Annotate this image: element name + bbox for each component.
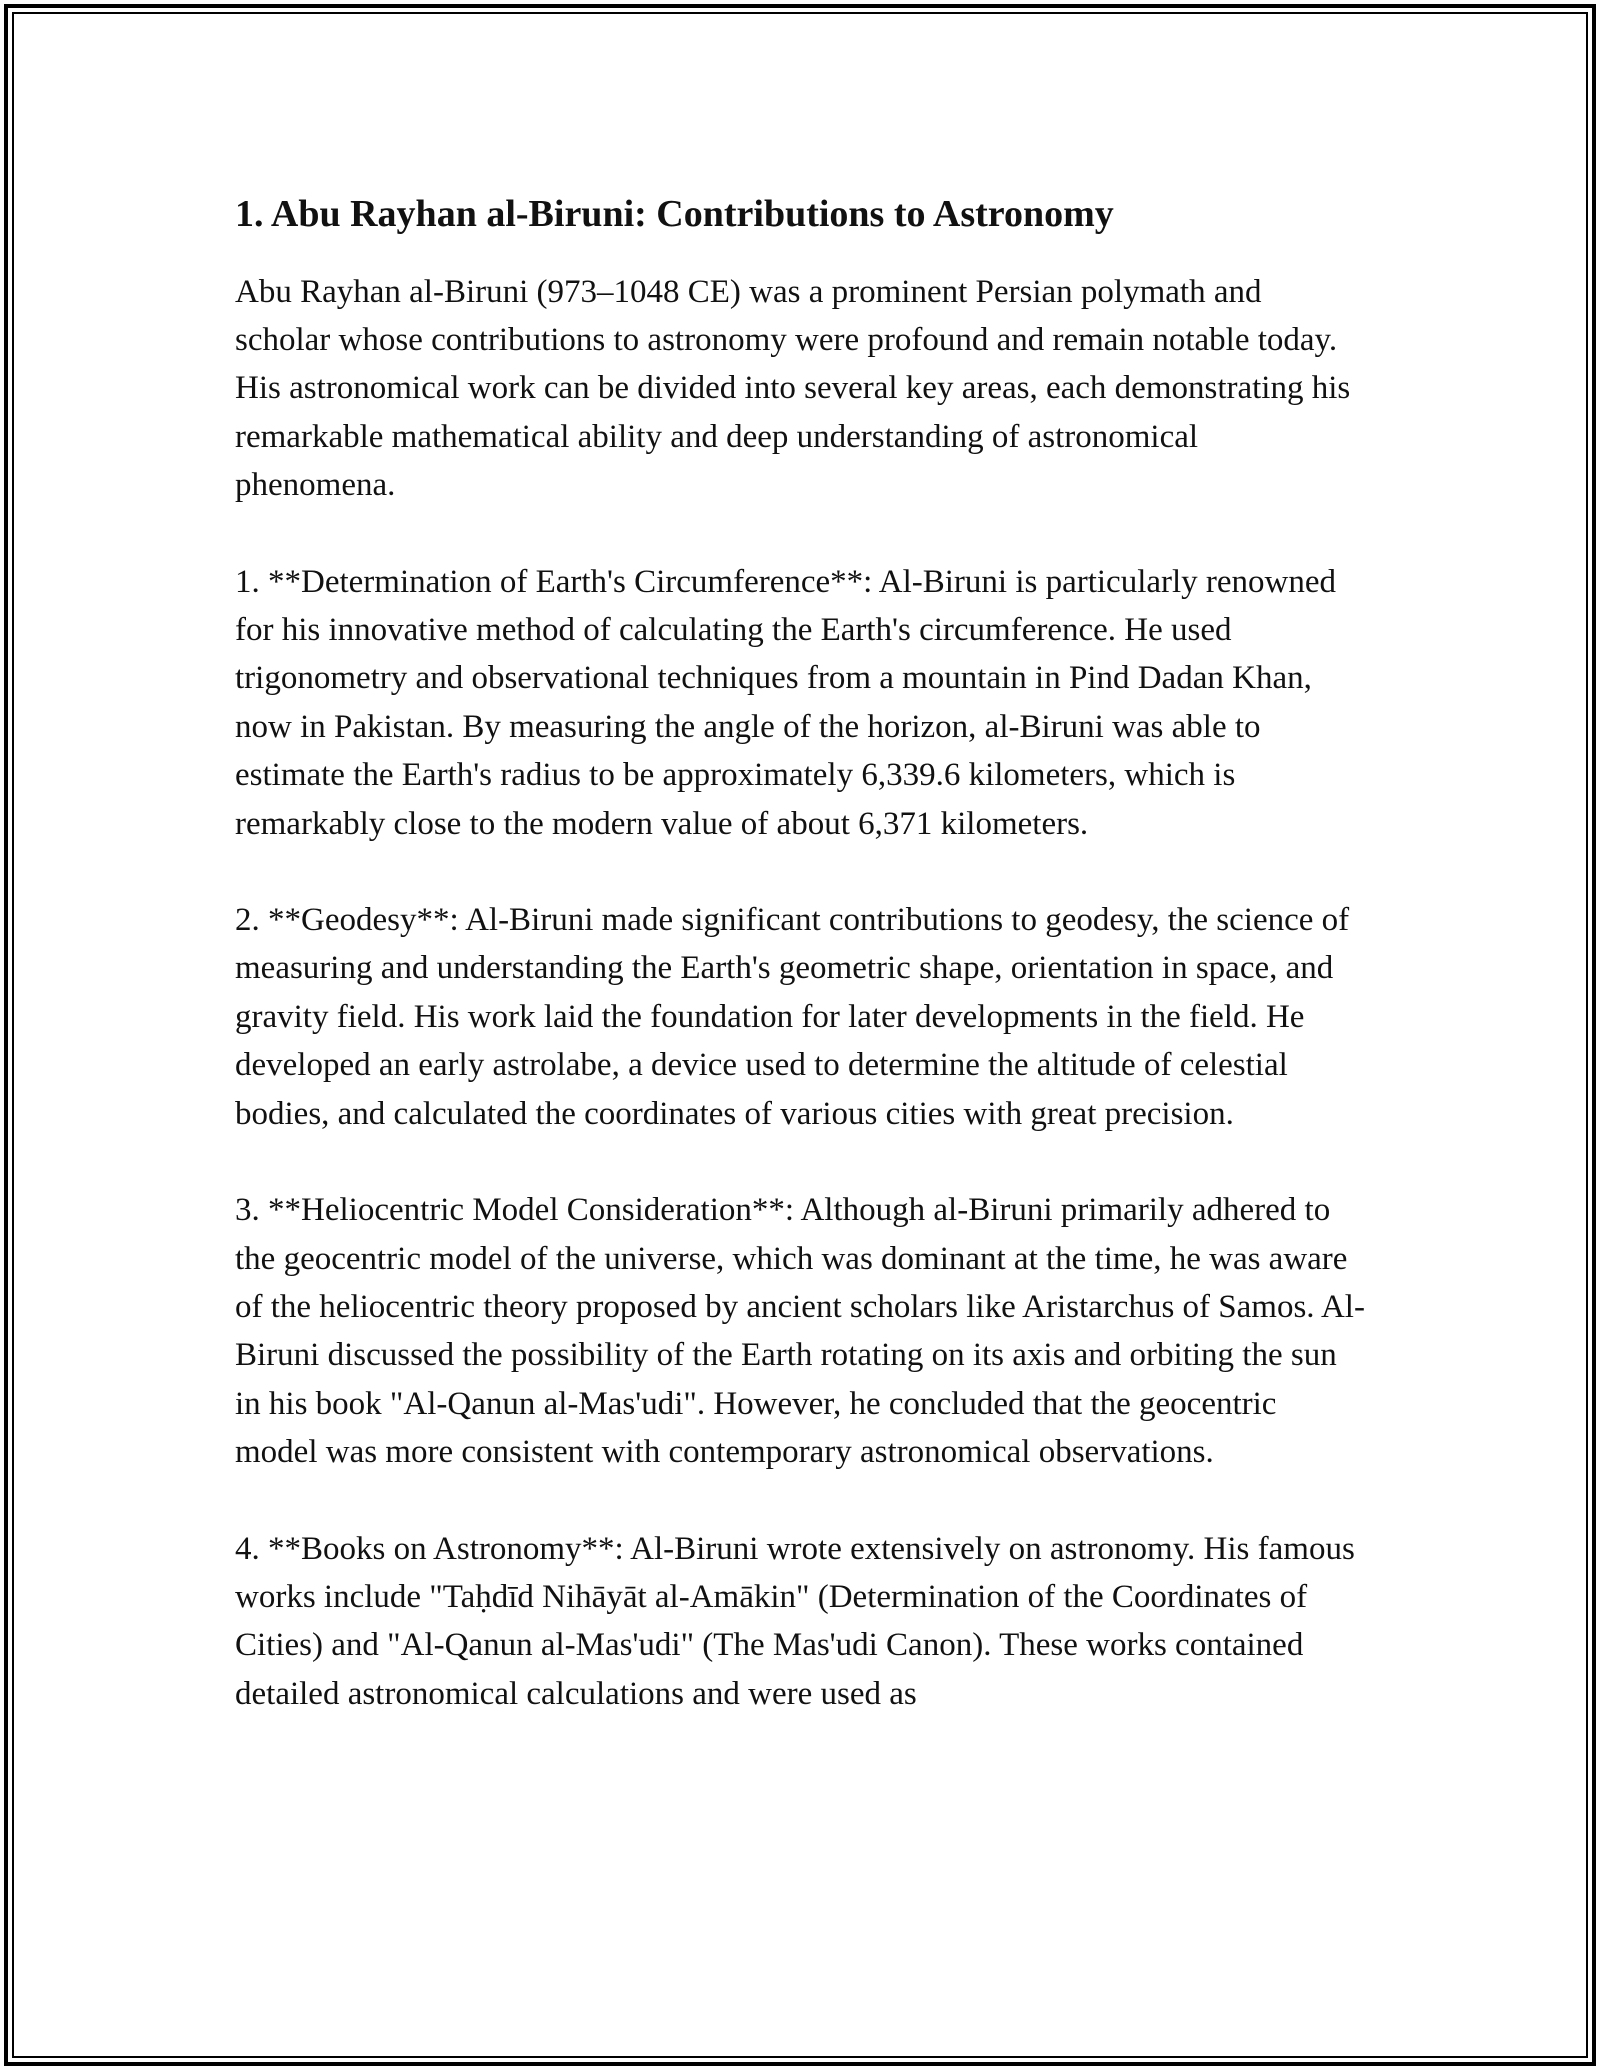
paragraph-heliocentric-model: 3. **Heliocentric Model Consideration**: Although al-Biruni primarily adhered to the geocentric model of the universe, which was dominant at the time, he was aware of the heliocentric theory proposed by ancient scholars like Aristarchus of Samos. Al-Biruni discussed the possibility of the Earth rotating on its axis and orbiting the sun in his book "Al-Qanun al-Mas'udi". However, he concluded that the geocentric model was more consistent with contemporary astronomical observations.	[235, 1192, 1365, 1471]
paragraph-intro: Abu Rayhan al-Biruni (973–1048 CE) was a prominent Persian polymath and scholar whose contributions to astronomy were profound and remain notable today. His astronomical work can be divided into several key areas, each demonstrating his remarkable mathematical ability and deep understanding of astronomical phenomena.	[235, 273, 1351, 504]
paragraph-earth-circumference: 1. **Determination of Earth's Circumference**: Al-Biruni is particularly renowned for his innovative method of calculating the Earth's circumference. He used trigonometry and observational techniques from a mountain in Pind Dadan Khan, now in Pakistan. By measuring the angle of the horizon, al-Biruni was able to estimate the Earth's radius to be approximately 6,339.6 kilometers, which is remarkably close to the modern value of about 6,371 kilometers.	[235, 563, 1337, 842]
paragraph-geodesy: 2. **Geodesy**: Al-Biruni made significant contributions to geodesy, the science of measuring and understanding the Earth's geometric shape, orientation in space, and gravity field. His work laid the foundation for later developments in the field. He developed an early astrolabe, a device used to determine the altitude of celestial bodies, and calculated the coordinates of various cities with great precision.	[235, 902, 1350, 1132]
paragraph-books-on-astronomy: 4. **Books on Astronomy**: Al-Biruni wrote extensively on astronomy. His famous works include "Taḥdīd Nihāyāt al-Amākin" (Determination of the Coordinates of Cities) and "Al-Qanun al-Mas'udi" (The Mas'udi Canon). These works contained detailed astronomical calculations and were used as	[235, 1530, 1355, 1712]
document-title: 1. Abu Rayhan al-Biruni: Contributions to Astronomy	[235, 193, 1114, 235]
document-page	[235, 180, 1365, 1766]
